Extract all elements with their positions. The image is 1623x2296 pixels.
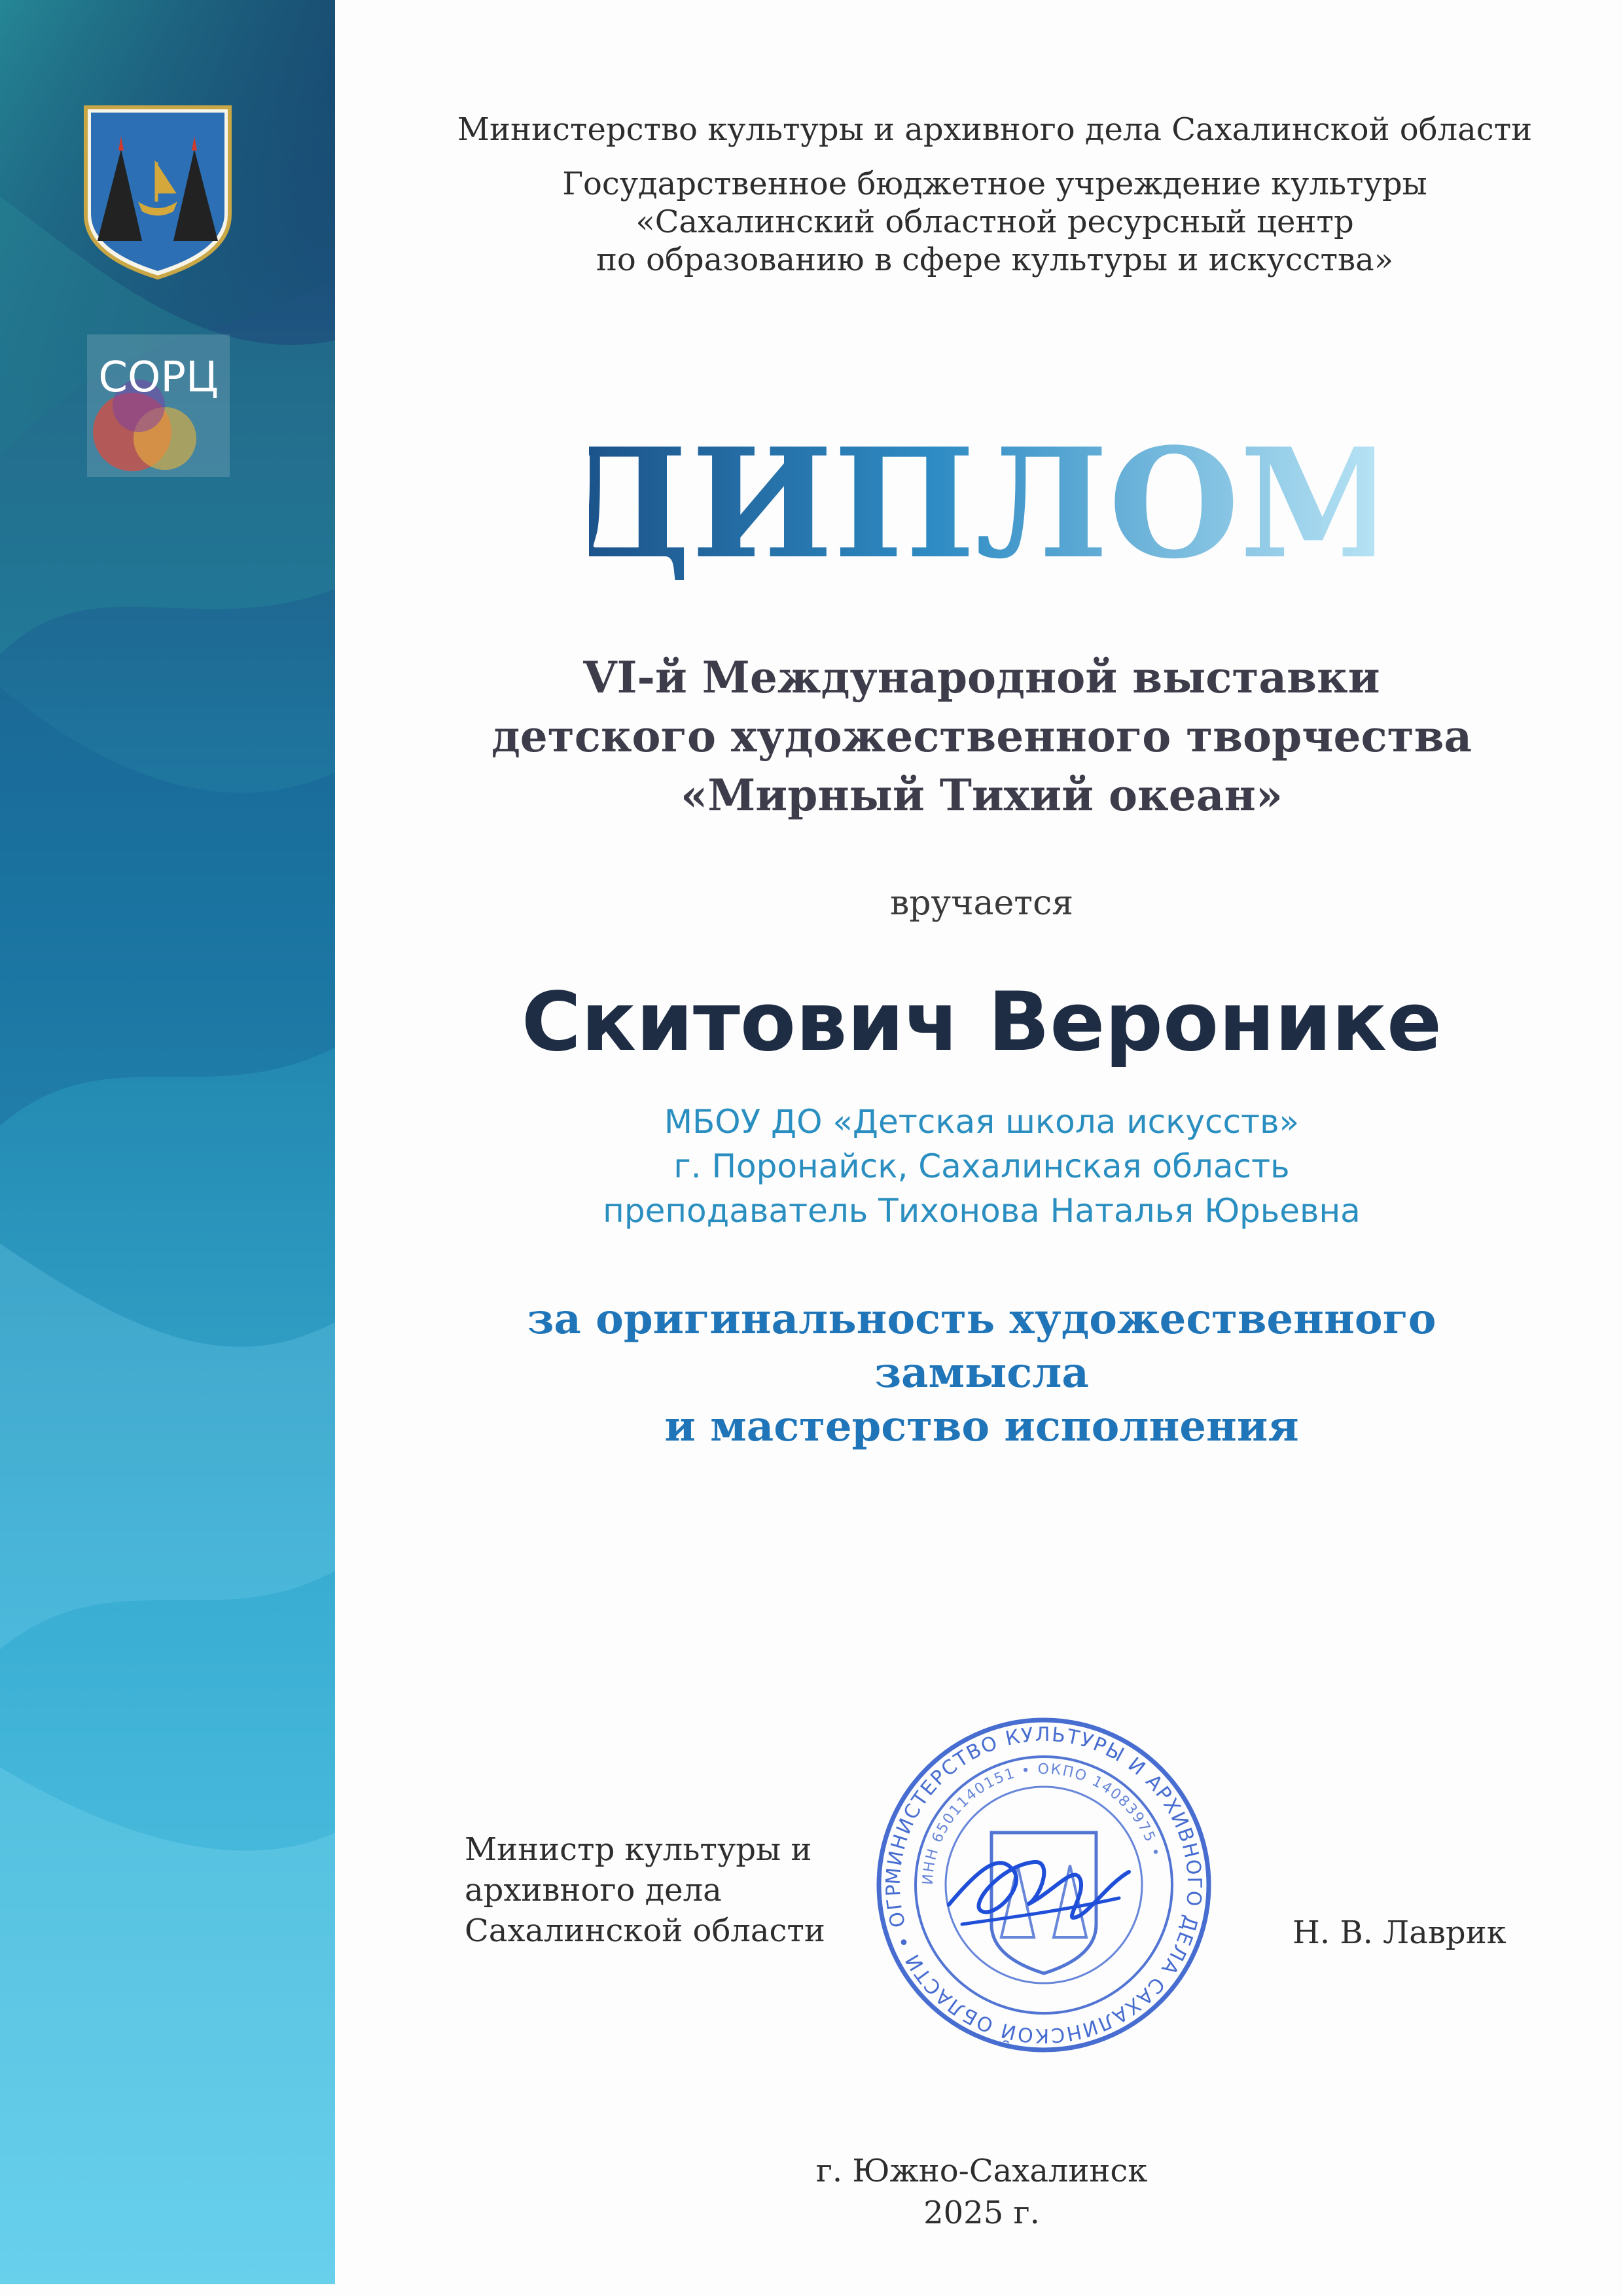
reason-line: и мастерство исполнения bbox=[664, 1402, 1299, 1451]
signer-title-line: Министр культуры и bbox=[465, 1831, 812, 1868]
recipient-name: Скитович Веронике bbox=[521, 975, 1442, 1069]
signer-title-line: Сахалинской области bbox=[465, 1912, 825, 1949]
stamp-outer-text: МИНИСТЕРСТВО КУЛЬТУРЫ И АРХИВНОГО ДЕЛА САХАЛИНСКОЙ ОБЛАСТИ • ОГР bbox=[882, 1723, 1206, 2047]
issue-city: г. Южно-Сахалинск bbox=[815, 2153, 1148, 2189]
handwritten-signature bbox=[942, 1826, 1132, 1950]
exhibition-line: «Мирный Тихий океан» bbox=[680, 770, 1283, 821]
reason-line: за оригинальность художественного замысла bbox=[527, 1295, 1436, 1397]
sorc-logo bbox=[86, 334, 230, 478]
school-line: преподаватель Тихонова Наталья Юрьевна bbox=[603, 1192, 1361, 1230]
sorc-logo-text: СОРЦ bbox=[98, 353, 219, 402]
stamp-inner-text: ИНН 6501140151 • ОКПО 14083975 • bbox=[919, 1761, 1164, 1886]
page-bottom-edge bbox=[0, 2284, 1623, 2296]
institution-line: Государственное бюджетное учреждение культуры bbox=[562, 166, 1427, 202]
awarded-label: вручается bbox=[889, 884, 1073, 923]
institution-name bbox=[504, 165, 1486, 279]
sakhalin-coat-of-arms-icon bbox=[82, 103, 234, 281]
ministry-name: Министерство культуры и архивного дела Сахалинской области bbox=[457, 111, 1533, 148]
exhibition-line: VI-й Международной выставки bbox=[583, 652, 1380, 703]
institution-line: «Сахалинский областной ресурсный центр bbox=[635, 204, 1354, 240]
exhibition-line: детского художественного творчества bbox=[491, 711, 1472, 762]
signer-title-line: архивного дела bbox=[465, 1872, 722, 1909]
school-line: г. Поронайск, Сахалинская область bbox=[673, 1147, 1290, 1185]
school-info bbox=[425, 1100, 1538, 1233]
signer-title bbox=[465, 1829, 825, 1951]
school-line: МБОУ ДО «Детская школа искусств» bbox=[664, 1103, 1300, 1141]
issue-place bbox=[654, 2150, 1309, 2234]
issue-year: 2025 г. bbox=[923, 2195, 1040, 2231]
diploma-title bbox=[589, 419, 1374, 583]
signer-name: Н. В. Лаврик bbox=[1293, 1914, 1507, 1951]
diploma-title-text: ДИПЛОМ bbox=[589, 419, 1374, 583]
exhibition-name bbox=[425, 648, 1538, 825]
institution-line: по образованию в сфере культуры и искусства» bbox=[596, 242, 1394, 278]
award-reason bbox=[425, 1293, 1538, 1454]
